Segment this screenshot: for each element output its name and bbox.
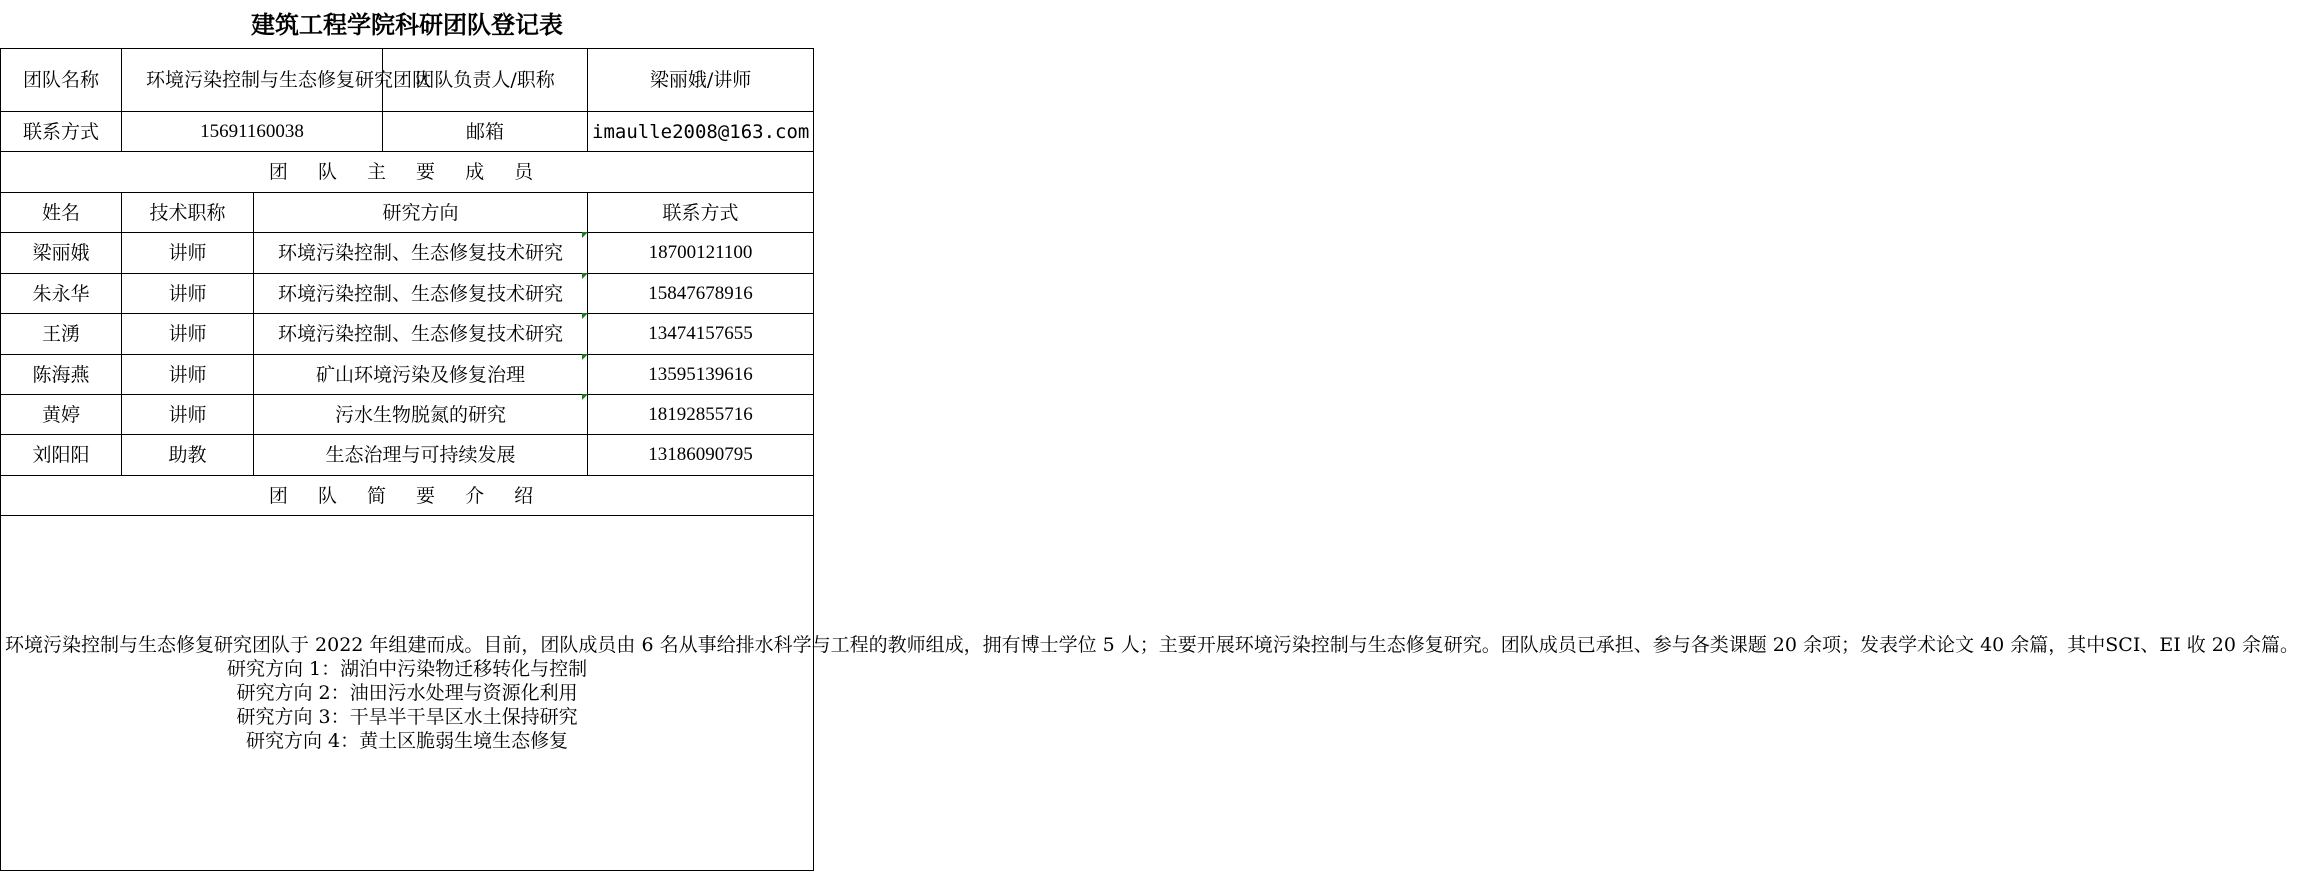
member-direction: 环境污染控制、生态修复技术研究 xyxy=(254,233,588,274)
member-direction: 生态治理与可持续发展 xyxy=(254,435,588,476)
member-title: 讲师 xyxy=(122,395,254,435)
member-phone: 15847678916 xyxy=(588,274,814,314)
intro-content xyxy=(1,516,2299,871)
form-title: 建筑工程学院科研团队登记表 xyxy=(251,11,563,39)
member-row xyxy=(1,274,814,314)
member-phone: 18192855716 xyxy=(588,395,814,435)
registration-table xyxy=(0,48,2299,871)
member-row xyxy=(1,233,814,274)
member-row xyxy=(1,435,814,476)
member-name: 黄婷 xyxy=(1,395,122,435)
team-leader-value: 梁丽娥/讲师 xyxy=(588,49,814,112)
member-phone: 13474157655 xyxy=(588,314,814,355)
header-name: 姓名 xyxy=(1,193,122,233)
member-title: 讲师 xyxy=(122,233,254,274)
research-direction-2: 研究方向 2：油田污水处理与资源化利用 xyxy=(236,682,578,704)
team-name-row xyxy=(1,49,814,112)
header-title: 技术职称 xyxy=(122,193,254,233)
research-direction-1: 研究方向 1：湖泊中污染物迁移转化与控制 xyxy=(226,658,588,680)
contact-value: 15691160038 xyxy=(122,112,383,152)
member-phone: 18700121100 xyxy=(588,233,814,274)
research-direction-3: 研究方向 3：干旱半干旱区水土保持研究 xyxy=(236,706,578,728)
members-header-row xyxy=(1,193,814,233)
member-direction: 环境污染控制、生态修复技术研究 xyxy=(254,314,588,355)
team-name-label: 团队名称 xyxy=(1,49,122,112)
member-name: 梁丽娥 xyxy=(1,233,122,274)
research-direction-4: 研究方向 4：黄土区脆弱生境生态修复 xyxy=(245,730,569,752)
member-row xyxy=(1,314,814,355)
member-row xyxy=(1,355,814,395)
members-section-row xyxy=(1,152,814,193)
member-direction: 矿山环境污染及修复治理 xyxy=(254,355,588,395)
email-value: imaulle2008@163.com xyxy=(588,112,814,152)
member-phone: 13595139616 xyxy=(588,355,814,395)
email-label: 邮箱 xyxy=(383,112,588,152)
header-contact: 联系方式 xyxy=(588,193,814,233)
intro-paragraph: 环境污染控制与生态修复研究团队于 2022 年组建而成。目前，团队成员由 6 名从事给排水科学与工程的教师组成，拥有博士学位 5 人；主要开展环境污染控制与生态修复研究。团队成员已承担、参与各类课题 20 余项；发表学术论文 40 余篇，其中SCI、EI 收 20 余篇。 xyxy=(5,634,2299,656)
member-title: 讲师 xyxy=(122,355,254,395)
member-title: 助教 xyxy=(122,435,254,476)
member-direction: 污水生物脱氮的研究 xyxy=(254,395,588,435)
member-name: 刘阳阳 xyxy=(1,435,122,476)
member-direction: 环境污染控制、生态修复技术研究 xyxy=(254,274,588,314)
member-title: 讲师 xyxy=(122,314,254,355)
member-name: 朱永华 xyxy=(1,274,122,314)
member-title: 讲师 xyxy=(122,274,254,314)
intro-content-row xyxy=(1,516,814,871)
intro-section-title: 团 队 简 要 介 绍 xyxy=(1,476,814,516)
member-name: 王湧 xyxy=(1,314,122,355)
header-direction: 研究方向 xyxy=(254,193,588,233)
team-name-value: 环境污染控制与生态修复研究团队 xyxy=(122,49,383,112)
member-phone: 13186090795 xyxy=(588,435,814,476)
member-row xyxy=(1,395,814,435)
members-section-title: 团 队 主 要 成 员 xyxy=(1,152,814,193)
intro-section-row xyxy=(1,476,814,516)
contact-row xyxy=(1,112,814,152)
contact-label: 联系方式 xyxy=(1,112,122,152)
member-name: 陈海燕 xyxy=(1,355,122,395)
team-leader-label: 团队负责人/职称 xyxy=(383,49,588,112)
